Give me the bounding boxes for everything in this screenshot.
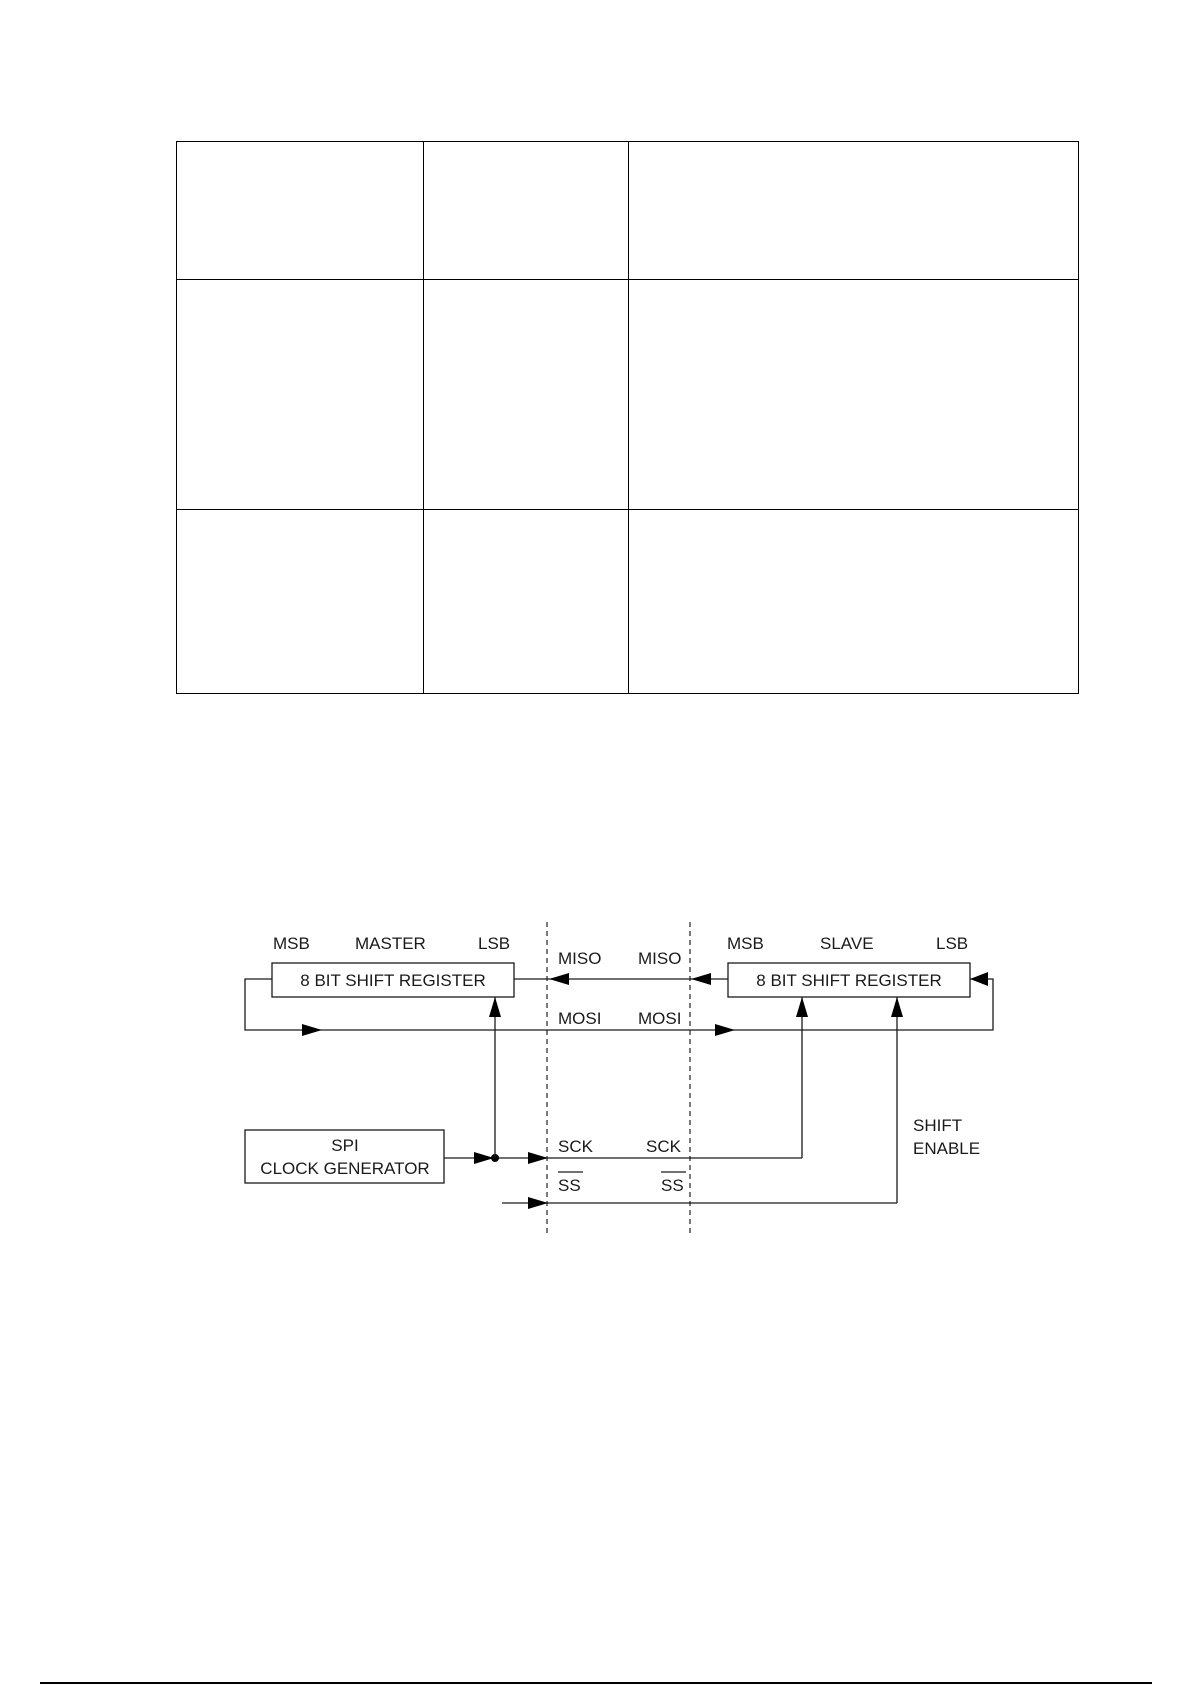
ss-arrow xyxy=(528,1197,548,1209)
shift-enable-label-line2: ENABLE xyxy=(913,1139,981,1158)
sck-label-slave: SCK xyxy=(646,1137,681,1156)
mosi-label-slave: MOSI xyxy=(638,1009,682,1028)
ss-label-master: SS xyxy=(558,1176,581,1195)
mosi-label-master: MOSI xyxy=(558,1009,602,1028)
mosi-arrow-master xyxy=(302,1024,322,1036)
miso-arrow-left xyxy=(549,973,569,985)
master-register-label: 8 BIT SHIFT REGISTER xyxy=(300,971,486,990)
slave-register-label: 8 BIT SHIFT REGISTER xyxy=(756,971,942,990)
mosi-arrow-slave xyxy=(715,1024,735,1036)
ss-label-slave: SS xyxy=(661,1176,684,1195)
clock-generator-line2: CLOCK GENERATOR xyxy=(260,1159,430,1178)
miso-arrow-right xyxy=(691,973,711,985)
master-lsb-label: LSB xyxy=(478,934,511,953)
slave-lsb-label: LSB xyxy=(936,934,969,953)
shift-enable-label-line1: SHIFT xyxy=(913,1116,963,1135)
master-msb-label: MSB xyxy=(273,934,310,953)
miso-label-slave: MISO xyxy=(638,949,682,968)
sck-arrow-slave xyxy=(796,997,808,1017)
footer-divider xyxy=(40,1682,1152,1684)
clock-generator-line1: SPI xyxy=(331,1136,359,1155)
sck-label-master: SCK xyxy=(558,1137,593,1156)
sck-arrow-master xyxy=(489,997,501,1017)
slave-title: SLAVE xyxy=(820,934,874,953)
miso-label-master: MISO xyxy=(558,949,602,968)
sck-arrow-interface xyxy=(528,1152,548,1164)
master-title: MASTER xyxy=(355,934,426,953)
shift-enable-arrow xyxy=(891,997,903,1017)
slave-msb-label: MSB xyxy=(727,934,764,953)
slave-loop-arrow xyxy=(970,972,988,986)
